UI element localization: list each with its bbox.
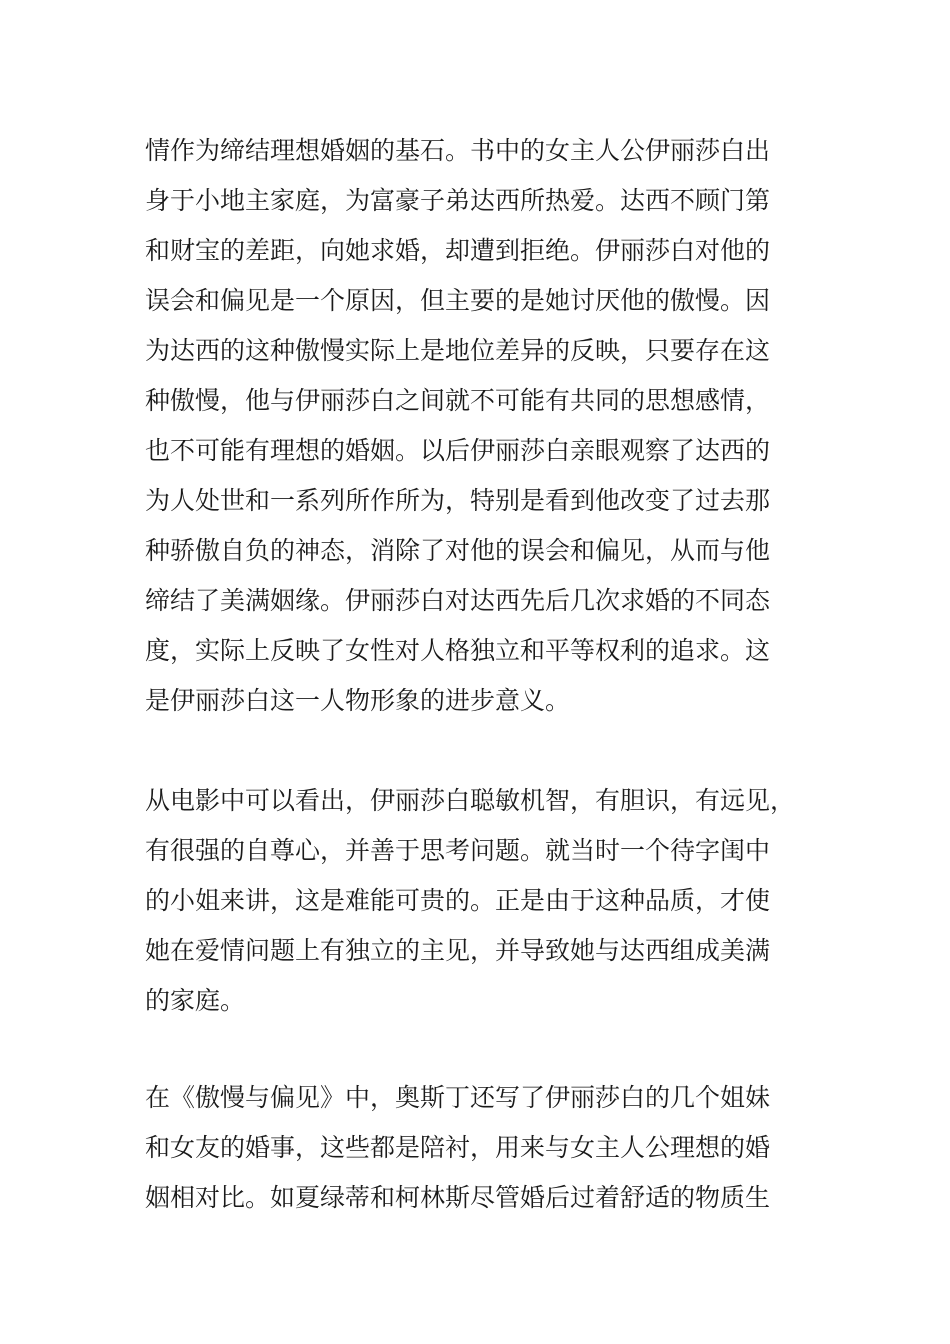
- text-line: 从电影中可以看出，伊丽莎白聪敏机智，有胆识，有远见，: [145, 786, 796, 815]
- text-line: 种骄傲自负的神态，消除了对他的误会和偏见，从而与他: [145, 536, 771, 565]
- text-line: 的小姐来讲，这是难能可贵的。正是由于这种品质，才使: [145, 886, 771, 915]
- text-line: 种傲慢，他与伊丽莎白之间就不可能有共同的思想感情，: [145, 386, 771, 415]
- text-line: 姻相对比。如夏绿蒂和柯林斯尽管婚后过着舒适的物质生: [145, 1183, 771, 1212]
- text-line: 她在爱情问题上有独立的主见，并导致她与达西组成美满: [145, 936, 771, 965]
- paragraph-1: [145, 126, 815, 726]
- text-line: 是伊丽莎白这一人物形象的进步意义。: [145, 686, 571, 715]
- text-line: 在《傲慢与偏见》中，奥斯丁还写了伊丽莎白的几个姐妹: [145, 1083, 771, 1112]
- text-line: 身于小地主家庭，为富豪子弟达西所热爱。达西不顾门第: [145, 186, 771, 215]
- text-line: 也不可能有理想的婚姻。以后伊丽莎白亲眼观察了达西的: [145, 436, 771, 465]
- paragraph-2: [145, 776, 815, 1026]
- text-line: 为达西的这种傲慢实际上是地位差异的反映，只要存在这: [145, 336, 771, 365]
- text-line: 的家庭。: [145, 986, 246, 1015]
- text-line: 为人处世和一系列所作所为，特别是看到他改变了过去那: [145, 486, 771, 515]
- text-line: 情作为缔结理想婚姻的基石。书中的女主人公伊丽莎白出: [145, 136, 771, 165]
- text-line: 和财宝的差距，向她求婚，却遭到拒绝。伊丽莎白对他的: [145, 236, 771, 265]
- text-line: 和女友的婚事，这些都是陪衬，用来与女主人公理想的婚: [145, 1133, 771, 1162]
- text-line: 误会和偏见是一个原因，但主要的是她讨厌他的傲慢。因: [145, 286, 771, 315]
- text-line: 度，实际上反映了女性对人格独立和平等权利的追求。这: [145, 636, 771, 665]
- paragraph-3: [145, 1073, 815, 1223]
- text-line: 缔结了美满姻缘。伊丽莎白对达西先后几次求婚的不同态: [145, 586, 771, 615]
- text-line: 有很强的自尊心，并善于思考问题。就当时一个待字闺中: [145, 836, 771, 865]
